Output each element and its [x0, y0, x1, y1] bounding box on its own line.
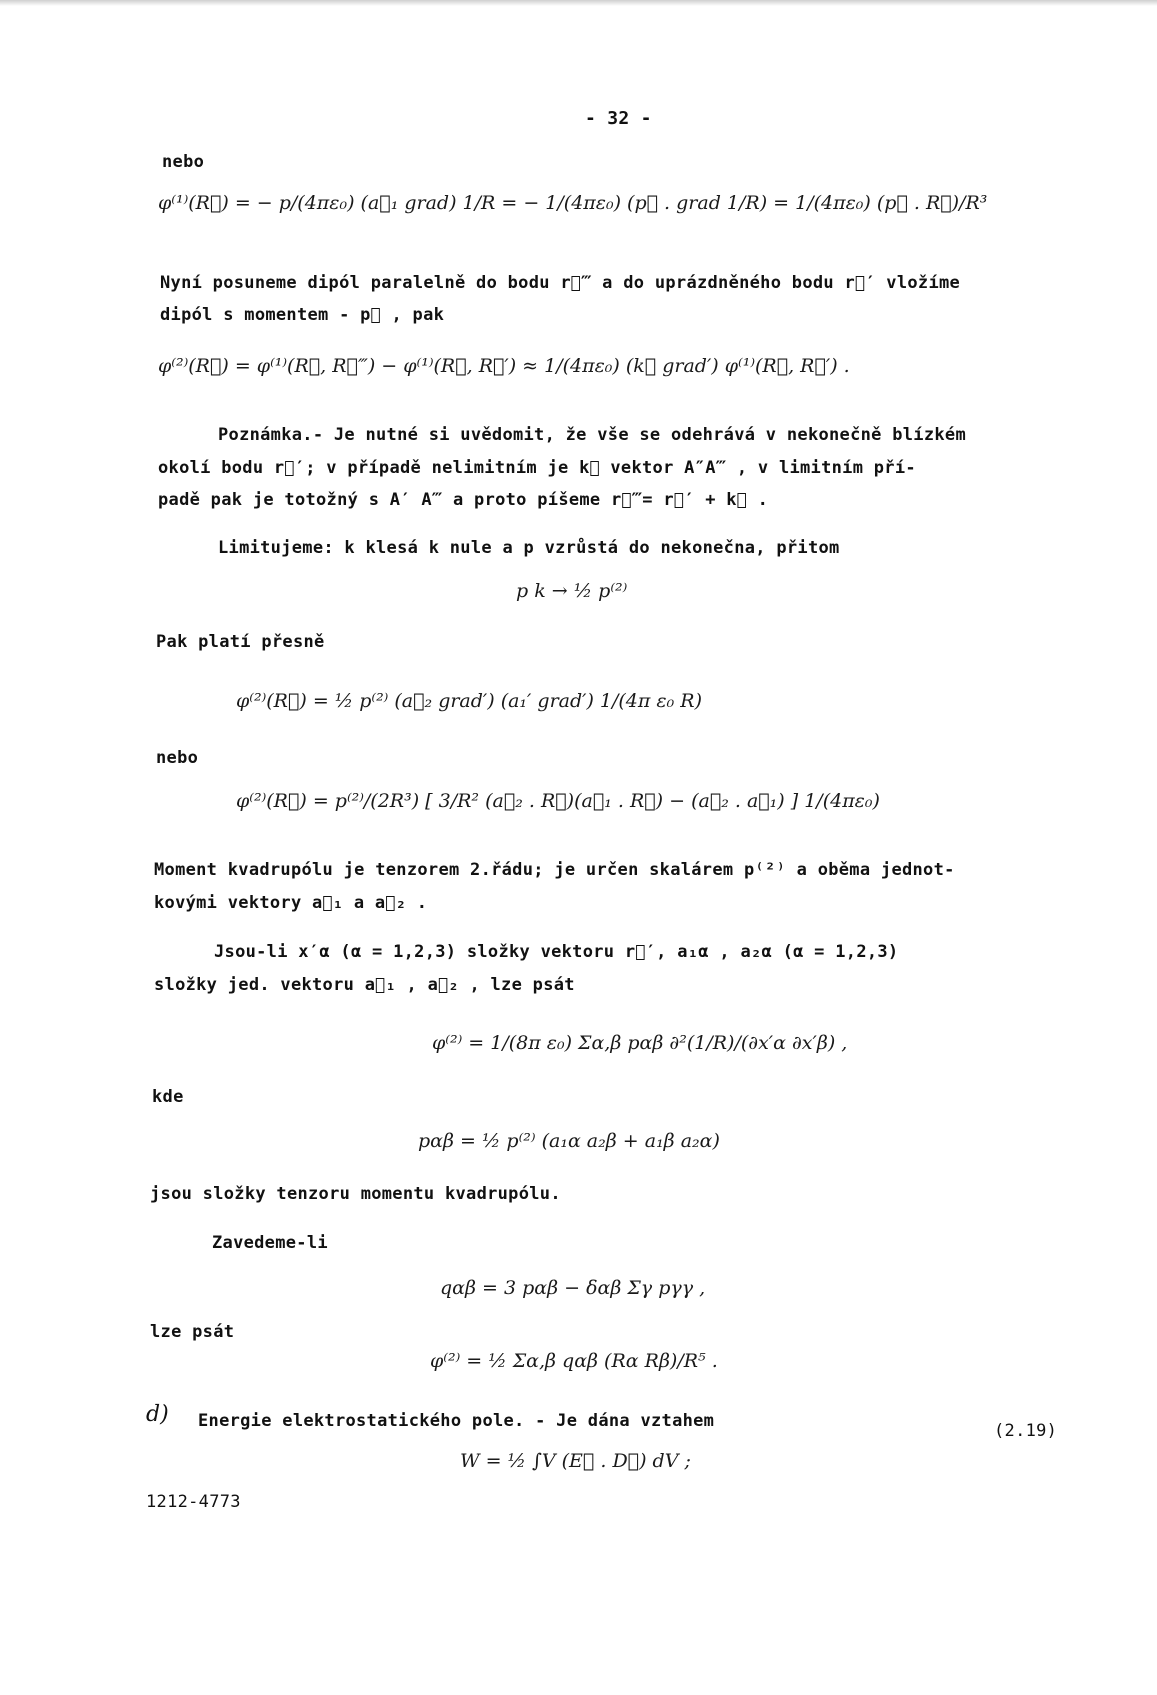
text-line: lze psát	[150, 1322, 235, 1342]
text-line: Limitujeme: k klesá k nule a p vzrůstá do nekonečna, přitom	[218, 538, 840, 558]
text-line: Pak platí přesně	[156, 632, 325, 652]
equation: p k → ½ p⁽²⁾	[516, 580, 628, 602]
equation: pαβ = ½ p⁽²⁾ (a₁α a₂β + a₁β a₂α)	[418, 1130, 720, 1152]
text-line: Moment kvadrupólu je tenzorem 2.řádu; je určen skalárem p⁽²⁾ a oběma jednot-	[154, 860, 955, 880]
text-line: Jsou-li x′α (α = 1,2,3) složky vektoru r⃗′, a₁α , a₂α (α = 1,2,3)	[214, 942, 899, 962]
text-line: složky jed. vektoru a⃗₁ , a⃗₂ , lze psát	[154, 975, 575, 995]
text-line: jsou složky tenzoru momentu kvadrupólu.	[150, 1184, 561, 1204]
text-line: okolí bodu r⃗′; v případě nelimitním je k⃗ vektor A″A‴ , v limitním pří-	[158, 458, 916, 478]
text-line: Zavedeme-li	[212, 1233, 328, 1253]
section-heading: Energie elektrostatického pole. - Je dána vztahem	[198, 1411, 715, 1431]
equation: φ⁽²⁾(R⃗) = p⁽²⁾/(2R³) [ 3/R² (a⃗₂ . R⃗)(a⃗₁ . R⃗) − (a⃗₂ . a⃗₁) ] 1/(4πε₀)	[236, 790, 880, 812]
text-line: nebo	[162, 152, 205, 172]
equation: φ⁽²⁾ = 1/(8π ε₀) Σα,β pαβ ∂²(1/R)/(∂x′α ∂x′β) ,	[432, 1032, 848, 1054]
equation: φ⁽²⁾(R⃗) = φ⁽¹⁾(R⃗, R⃗‴) − φ⁽¹⁾(R⃗, R⃗′) ≈ 1/(4πε₀) (k⃗ grad′) φ⁽¹⁾(R⃗, R⃗′) .	[158, 355, 850, 377]
text-line: dipól s momentem - p⃗ , pak	[160, 305, 445, 325]
text-line: kde	[152, 1087, 184, 1107]
text-line: kovými vektory a⃗₁ a a⃗₂ .	[154, 893, 428, 913]
equation: φ⁽²⁾ = ½ Σα,β qαβ (Rα Rβ)/R⁵ .	[430, 1350, 718, 1372]
text-line: nebo	[156, 748, 199, 768]
document-code: 1212-4773	[146, 1492, 241, 1512]
text-line: Poznámka.- Je nutné si uvědomit, že vše se odehrává v nekonečně blízkém	[218, 425, 966, 445]
section-label: d)	[146, 1402, 169, 1427]
text-line: padě pak je totožný s A′ A‴ a proto píšeme r⃗‴= r⃗′ + k⃗ .	[158, 490, 769, 510]
page-number: - 32 -	[585, 108, 652, 129]
text-line: Nyní posuneme dipól paralelně do bodu r⃗‴ a do uprázdněného bodu r⃗′ vložíme	[160, 273, 961, 293]
equation: φ⁽¹⁾(R⃗) = − p/(4πε₀) (a⃗₁ grad) 1/R = − 1/(4πε₀) (p⃗ . grad 1/R) = 1/(4πε₀) (p⃗ . R⃗)/R³	[158, 192, 988, 214]
equation: qαβ = 3 pαβ − δαβ Σγ pγγ ,	[440, 1277, 706, 1299]
equation: φ⁽²⁾(R⃗) = ½ p⁽²⁾ (a⃗₂ grad′) (a₁′ grad′) 1/(4π ε₀ R)	[236, 690, 702, 712]
equation-number: (2.19)	[994, 1421, 1058, 1441]
scan-edge	[0, 0, 1157, 6]
equation: W = ½ ∫V (E⃗ . D⃗) dV ;	[460, 1450, 691, 1472]
